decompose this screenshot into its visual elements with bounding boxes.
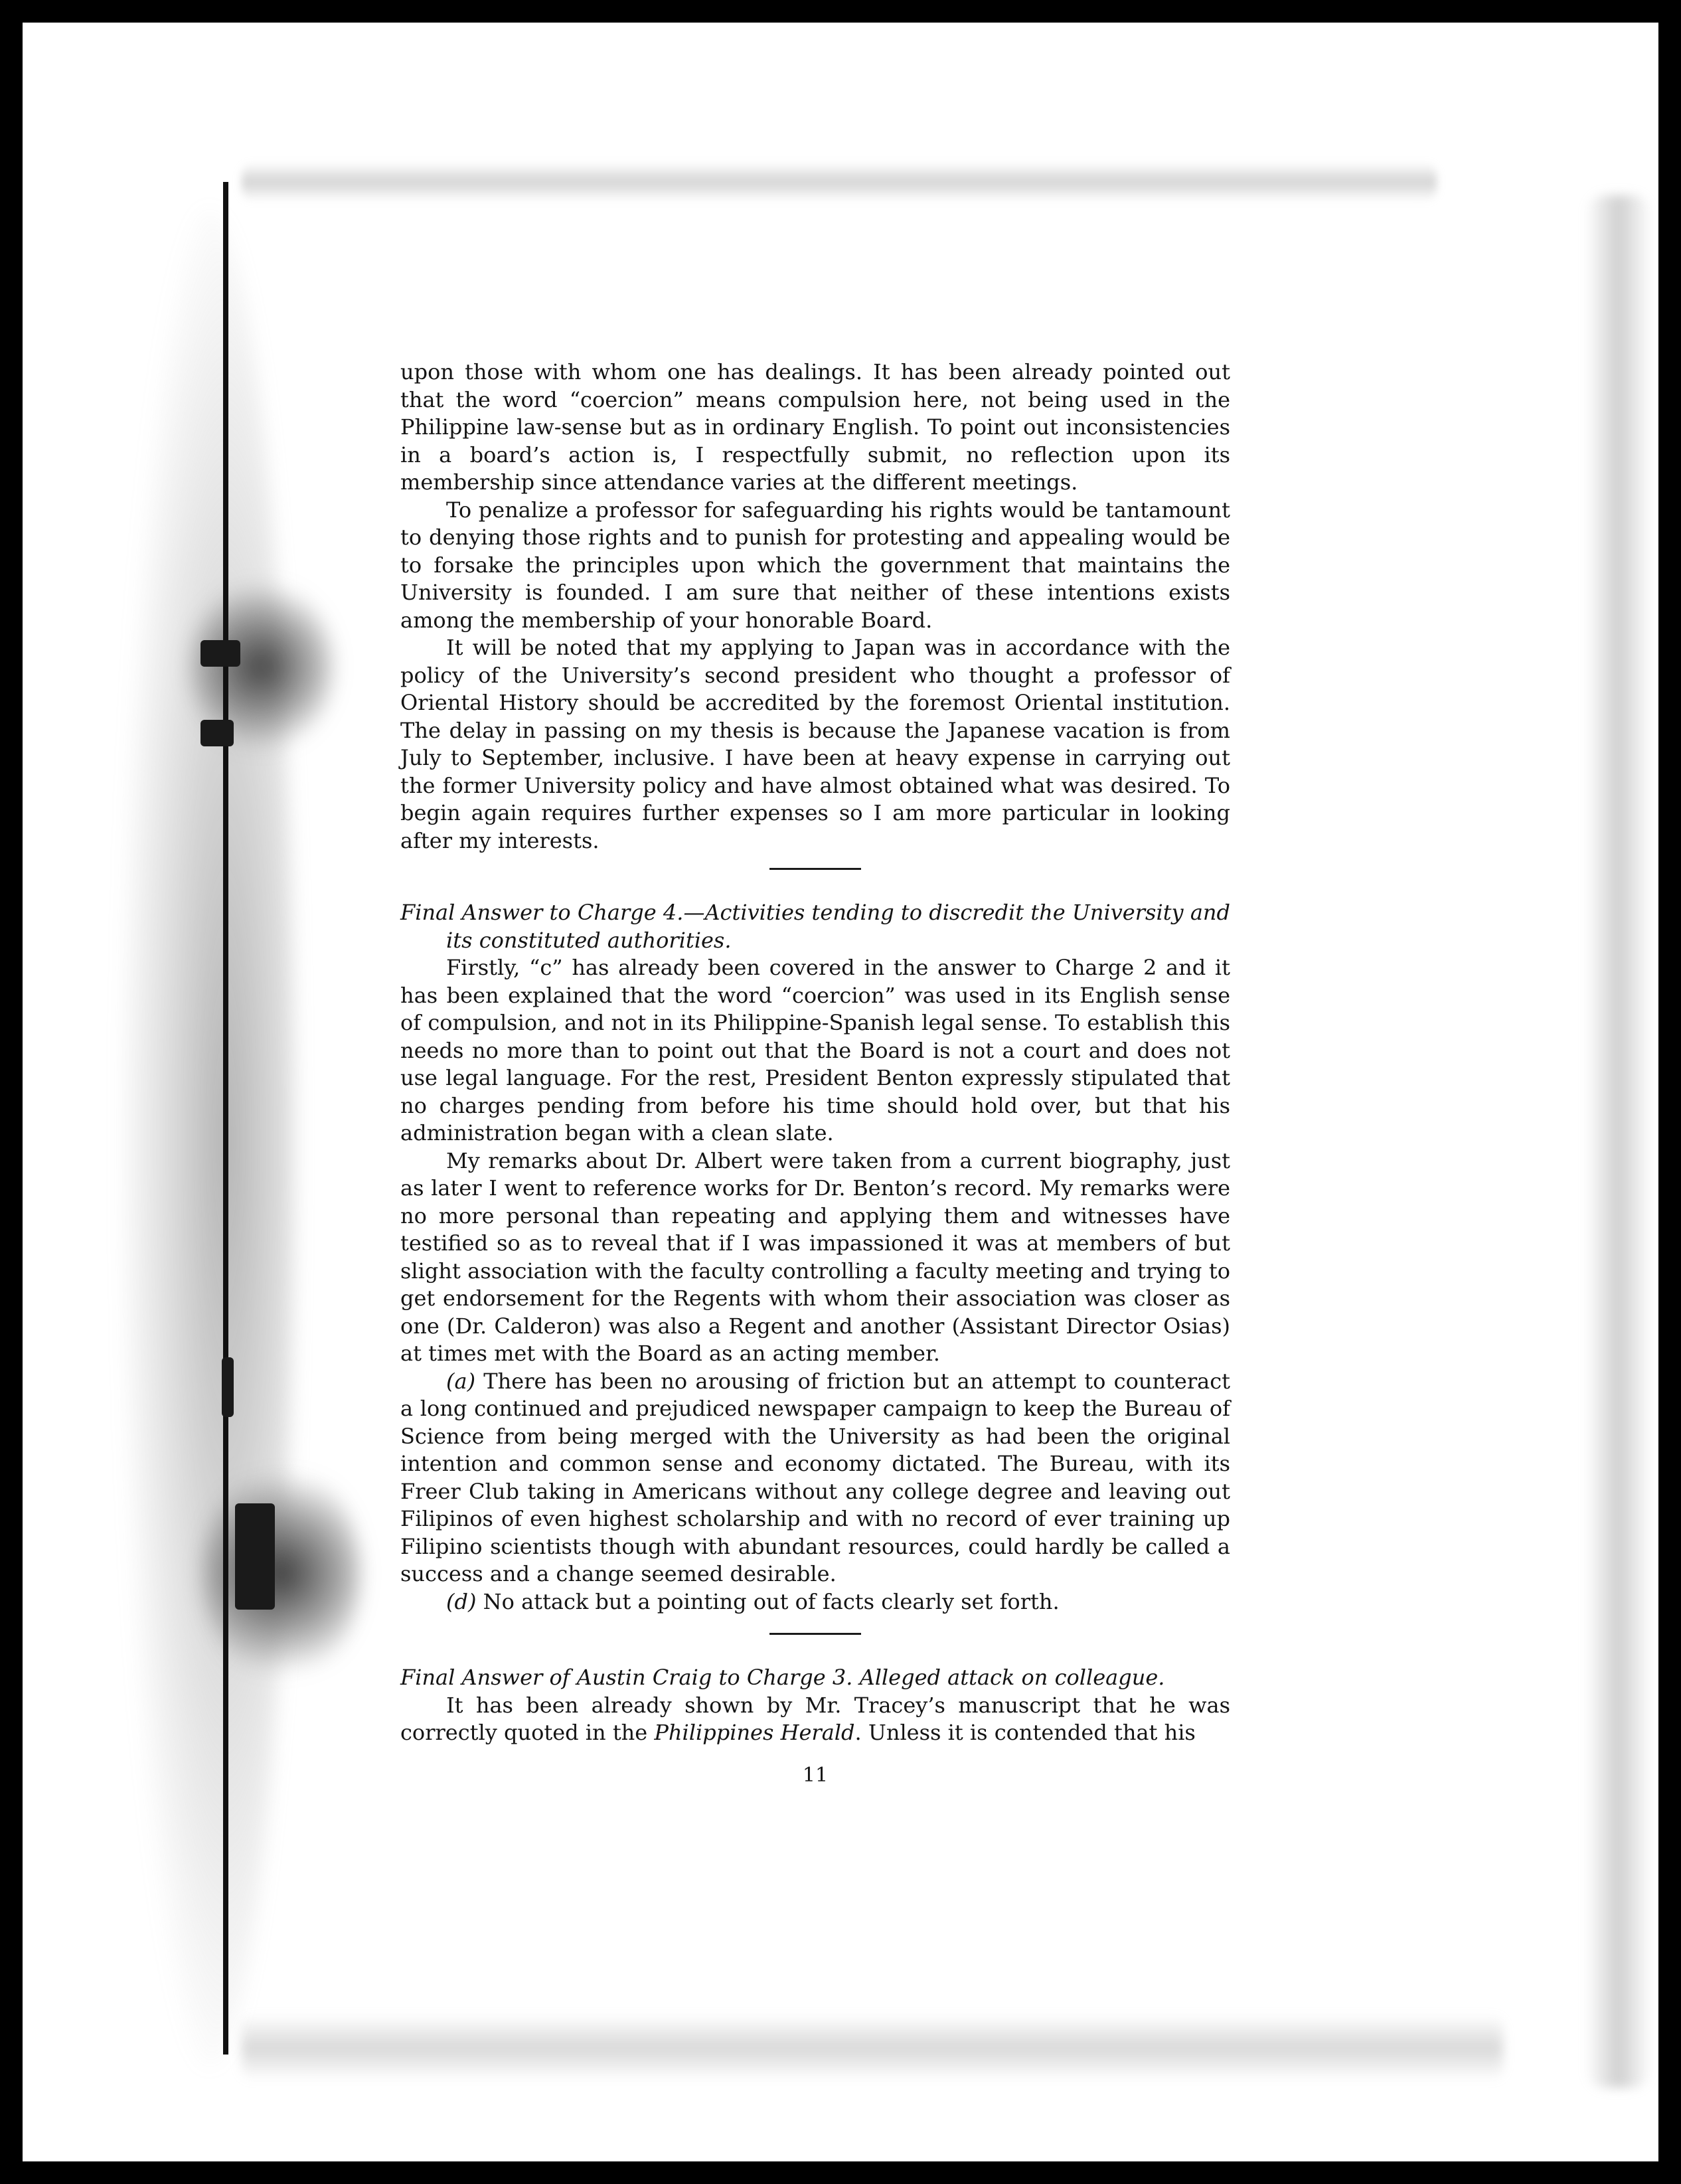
section-heading: Final Answer of Austin Craig to Charge 3. Alleged attack on colleague. — [400, 1665, 1165, 1690]
paragraph — [400, 1368, 1230, 1588]
paragraph — [400, 1692, 1230, 1747]
page-body-text — [400, 359, 1230, 1789]
newspaper-title: Philippines Herald — [654, 1720, 855, 1745]
item-label: (d) — [446, 1588, 477, 1614]
section-heading: Final Answer to Charge 4.—Activities tending to discredit the University and its constituted authorities. — [400, 900, 1230, 953]
text-run: It has been already shown by Mr. Tracey’s manuscript that he was correctly quoted in the — [400, 1692, 1230, 1745]
staple-mark — [222, 1357, 234, 1417]
staple-mark — [200, 640, 240, 667]
staple-mark — [200, 720, 234, 746]
text-run: . Unless it is contended that his — [854, 1720, 1196, 1745]
page-number: 11 — [802, 1763, 829, 1787]
item-text: There has been no arousing of friction but an attempt to counteract a long continued and prejudiced newspaper campaign to keep the Bureau of Science from being merged with the University as had been the original intention and common sense and economy dictated. The Bureau, with its Freer Club taking in Americans without any college degree and leaving out Filipinos of even highest scholarship and with no record of ever training up Filipino scientists though with abundant resources, could hardly be called a success and a change seemed desirable. — [400, 1368, 1231, 1586]
top-edge-shadow — [242, 162, 1437, 202]
paragraph: It will be noted that my applying to Japan was in accordance with the policy of the University’s second president who thought a professor of Oriental History should be accredited by the foremost Oriental institution. The delay in passing on my thesis is because the Japanese vacation is from July to September, inclusive. I have been at heavy expense in carrying out the former University policy and have almost obtained what was desired. To begin again requires further expenses so I am more particular in looking after my interests. — [400, 635, 1230, 853]
paragraph: To penalize a professor for safeguarding his rights would be tantamount to denying those rights and to punish for protesting and appealing would be to forsake the principles upon which the government that maintains the University is founded. I am sure that neither of these intentions exists among the membership of your honorable Board. — [400, 497, 1230, 633]
section-divider — [769, 868, 861, 870]
right-edge-shadow — [1585, 195, 1652, 2088]
section-divider — [769, 1633, 861, 1635]
item-label: (a) — [446, 1368, 476, 1394]
item-text: No attack but a pointing out of facts clearly set forth. — [483, 1588, 1060, 1614]
binding-edge — [223, 182, 228, 2055]
bottom-edge-shadow — [242, 2015, 1503, 2081]
paragraph — [400, 1588, 1230, 1616]
binding-shadow — [122, 209, 295, 2068]
paragraph: Firstly, “c” has already been covered in the answer to Charge 2 and it has been explained that the word “coercion” was used in its English sense of compulsion, and not in its Philippine-Spanish legal sense. To establish this needs no more than to point out that the Board is not a court and does not use legal language. For the rest, President Benton expressly stipulated that no charges pending from before his time should hold over, but that his administration began with a clean slate. — [400, 955, 1230, 1145]
paragraph: upon those with whom one has dealings. It has been already pointed out that the word “coercion” means compulsion here, not being used in the Philippine law-sense but as in ordinary English. To point out inconsistencies in a board’s action is, I respectfully submit, no reflection upon its membership since attendance varies at the different meetings. — [400, 359, 1230, 495]
paragraph: My remarks about Dr. Albert were taken from a current biography, just as later I went to reference works for Dr. Benton’s record. My remarks were no more personal than repeating and applying them and witnesses have testified so as to reveal that if I was impassioned it was at members of but slight association with the faculty controlling a faculty meeting and trying to get endorsement for the Regents with whom their association was closer as one (Dr. Calderon) was also a Regent and another (Assistant Director Osias) at times met with the Board as an acting member. — [400, 1147, 1230, 1366]
staple-mark — [235, 1503, 275, 1610]
